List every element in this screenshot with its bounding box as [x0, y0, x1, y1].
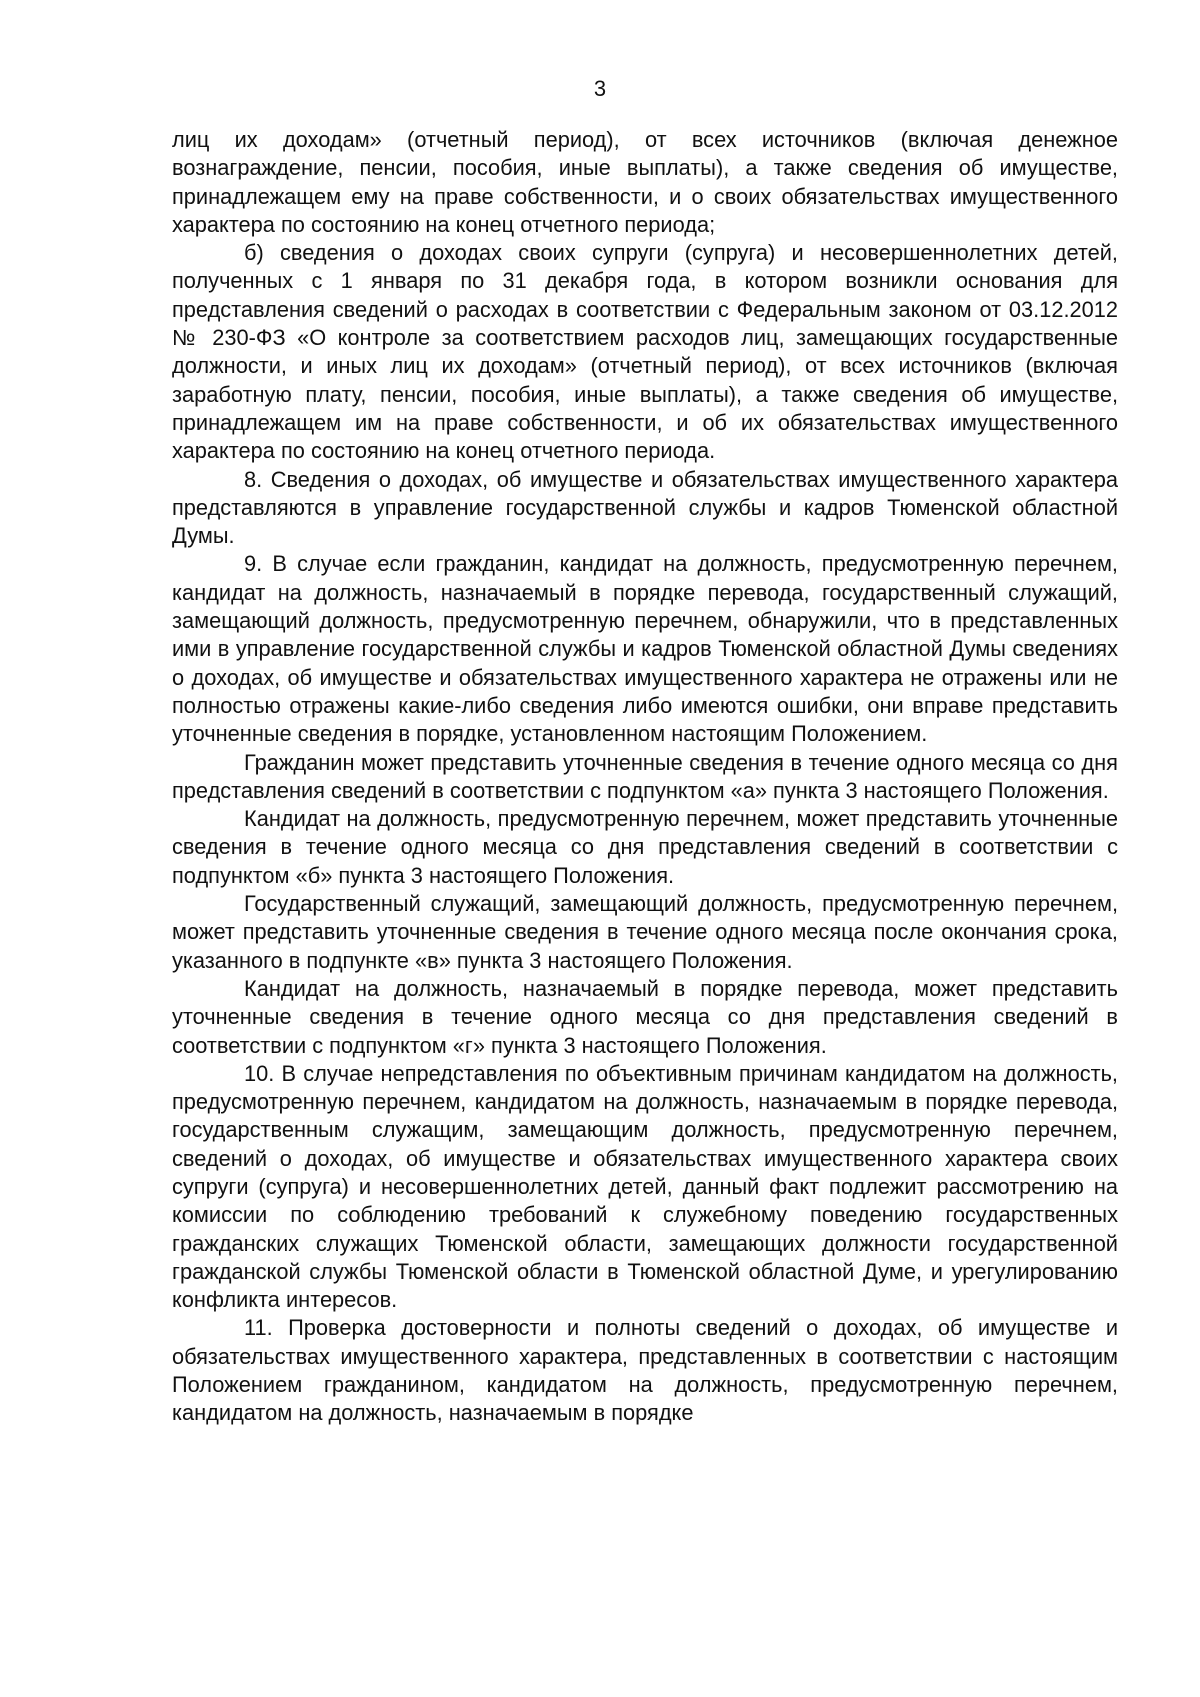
- paragraph-item-10: 10. В случае непредставления по объективным причинам кандидатом на должность, предусмотренную перечнем, кандидатом на должность, назначаемым в порядке перевода, государственным служащим, замещающим должность, предусмотренную перечнем, сведений о доходах, об имуществе и обязательствах имущественного характера своих супруги (супруга) и несовершеннолетних детей, данный факт подлежит рассмотрению на комиссии по соблюдению требований к служебному поведению государственных гражданских служащих Тюменской области, замещающих должности государственной гражданской службы Тюменской области в Тюменской областной Думе, и урегулированию конфликта интересов.: [172, 1060, 1118, 1313]
- document-body: [172, 126, 1118, 1428]
- paragraph-transfer-candidate: Кандидат на должность, назначаемый в порядке перевода, может представить уточненные сведения в течение одного месяца со дня представления сведений в соответствии с подпунктом «г» пункта 3 настоящего Положения.: [172, 975, 1118, 1058]
- paragraph-subitem-b: б) сведения о доходах своих супруги (супруга) и несовершеннолетних детей, полученных с 1 января по 31 декабря года, в котором возникли основания для представления сведений о расходах в соответствии с Федеральным законом от 03.12.2012 № 230-ФЗ «О контроле за соответствием расходов лиц, замещающих государственные должности, и иных лиц их доходам» (отчетный период), от всех источников (включая заработную плату, пенсии, пособия, иные выплаты), а также сведения об имуществе, принадлежащем им на праве собственности, и об их обязательствах имущественного характера по состоянию на конец отчетного периода.: [172, 240, 1118, 464]
- paragraph-item-11: 11. Проверка достоверности и полноты сведений о доходах, об имуществе и обязательствах имущественного характера, представленных в соответствии с настоящим Положением гражданином, кандидатом на должность, предусмотренную перечнем, кандидатом на должность, назначаемым в порядке: [172, 1315, 1118, 1426]
- paragraph-item-8: 8. Сведения о доходах, об имуществе и обязательствах имущественного характера представляются в управление государственной службы и кадров Тюменской областной Думы.: [172, 466, 1118, 549]
- paragraph-civil-servant: Государственный служащий, замещающий должность, предусмотренную перечнем, может представить уточненные сведения в течение одного месяца после окончания срока, указанного в подпункте «в» пункта 3 настоящего Положения.: [172, 891, 1118, 973]
- page-number: 3: [593, 76, 607, 101]
- paragraph-candidate: Кандидат на должность, предусмотренную перечнем, может представить уточненные сведения в течение одного месяца со дня представления сведений в соответствии с подпунктом «б» пункта 3 настоящего Положения.: [172, 806, 1118, 888]
- paragraph-item-9: 9. В случае если гражданин, кандидат на должность, предусмотренную перечнем, кандидат на должность, назначаемый в порядке перевода, государственный служащий, замещающий должность, предусмотренную перечнем, обнаружили, что в представленных ими в управление государственной службы и кадров Тюменской областной Думы сведениях о доходах, об имуществе и обязательствах имущественного характера не отражены или не полностью отражены какие-либо сведения либо имеются ошибки, они вправе представить уточненные сведения в порядке, установленном настоящим Положением.: [172, 551, 1118, 747]
- paragraph-continuation: лиц их доходам» (отчетный период), от всех источников (включая денежное вознаграждение, пенсии, пособия, иные выплаты), а также сведения об имуществе, принадлежащем ему на праве собственности, и о своих обязательствах имущественного характера по состоянию на конец отчетного периода;: [172, 127, 1118, 237]
- paragraph-citizen: Гражданин может представить уточненные сведения в течение одного месяца со дня представления сведений в соответствии с подпунктом «а» пункта 3 настоящего Положения.: [172, 749, 1118, 803]
